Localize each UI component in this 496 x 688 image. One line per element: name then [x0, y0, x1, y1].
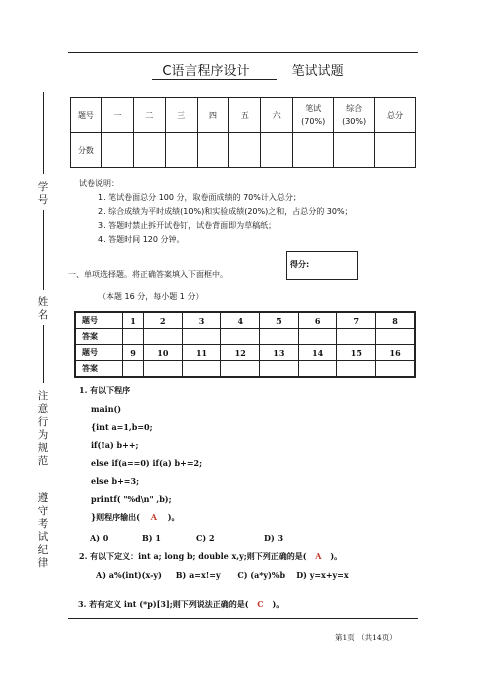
section-title: 一、单项选择题。将正确答案填入下面框中。: [68, 270, 228, 279]
score-cell[interactable]: [334, 133, 375, 168]
score-cell[interactable]: [197, 133, 229, 168]
score-value-row: [71, 133, 416, 168]
footer-rule: [68, 618, 418, 619]
question-number: 10: [143, 345, 182, 361]
side-char: 意: [37, 403, 49, 415]
side-char: 试: [37, 531, 49, 543]
answer-cell[interactable]: [143, 329, 182, 345]
score-cell[interactable]: [261, 133, 293, 168]
notes-heading: 试卷说明：: [79, 179, 119, 188]
row-label: 题号: [76, 345, 123, 361]
score-header-cell: 三: [165, 98, 197, 133]
side-char: 遵: [37, 492, 49, 504]
side-char: 考: [37, 518, 49, 530]
row-label: 答案: [76, 361, 123, 377]
score-header-cell: 六: [261, 98, 293, 133]
q2-answer: A: [315, 551, 322, 561]
side-char: 行: [37, 416, 49, 428]
question-number: 4: [221, 313, 260, 329]
answer-cell[interactable]: [221, 329, 260, 345]
question-number: 5: [260, 313, 299, 329]
side-char: 守: [37, 505, 49, 517]
question-number: 3: [182, 313, 221, 329]
answer-cell[interactable]: [260, 361, 299, 377]
code-line: else b+=3;: [91, 476, 140, 486]
note-item-3: 3. 答题时禁止拆开试卷钉，试卷背面即为草稿纸；: [98, 221, 277, 230]
q1-option-d: D) 3: [264, 533, 284, 543]
code-line: if(!a) b++;: [91, 440, 139, 450]
score-cell[interactable]: [293, 133, 334, 168]
binding-line-1: [43, 92, 44, 174]
q3-heading: [78, 599, 284, 610]
answer-cell[interactable]: [182, 329, 221, 345]
q1-answer: A: [150, 512, 157, 522]
q2-options: A) a%(int)(x-y) B) a=x!=y C) (a*y)%b D) y=x+y=x: [96, 570, 349, 580]
q1-output-prompt: [91, 512, 180, 523]
question-number: 8: [376, 313, 415, 329]
q1-prompt-text: }则程序输出(: [91, 512, 140, 522]
answer-cell[interactable]: [376, 361, 415, 377]
binding-line-2: [43, 210, 44, 290]
top-rule: [68, 52, 418, 53]
score-box-label: 得分:: [290, 260, 310, 269]
score-header-cell: 笔试 (70%): [293, 98, 334, 133]
answer-cell[interactable]: [376, 329, 415, 345]
question-number: 6: [298, 313, 337, 329]
q2-end: )。: [330, 551, 343, 561]
exam-type: 笔试试题: [291, 64, 344, 79]
side-char: 范: [37, 455, 49, 467]
answer-number-row: [76, 345, 415, 361]
row-label: 题号: [76, 313, 123, 329]
note-item-4: 4. 答题时间 120 分钟。: [98, 235, 185, 244]
side-label-xuehao-1: 学: [37, 181, 49, 193]
q3-answer: C: [257, 599, 264, 609]
q2-heading: [79, 551, 342, 562]
answer-row: [76, 361, 415, 377]
score-box[interactable]: [286, 251, 358, 280]
answer-cell[interactable]: [123, 361, 144, 377]
answer-table: [75, 312, 415, 377]
row-label: 答案: [76, 329, 123, 345]
score-header-cell: 四: [197, 98, 229, 133]
side-char: 规: [37, 442, 49, 454]
question-number: 16: [376, 345, 415, 361]
side-char: 为: [37, 429, 49, 441]
score-header-row: [71, 98, 416, 133]
question-number: 12: [221, 345, 260, 361]
score-cell[interactable]: [229, 133, 261, 168]
q1-option-a: A) 0: [90, 533, 109, 543]
q1-heading: 1. 有以下程序: [79, 385, 131, 395]
question-number: 1: [123, 313, 144, 329]
q1-prompt-end: )。: [167, 512, 180, 522]
q1-option-c: C) 2: [196, 533, 215, 543]
answer-cell[interactable]: [123, 329, 144, 345]
answer-cell[interactable]: [143, 361, 182, 377]
side-char: 注: [37, 390, 49, 402]
question-number: 11: [182, 345, 221, 361]
score-cell[interactable]: [101, 133, 133, 168]
score-header-cell: 二: [133, 98, 165, 133]
answer-cell[interactable]: [298, 361, 337, 377]
side-char: 纪: [37, 544, 49, 556]
score-cell[interactable]: [133, 133, 165, 168]
answer-cell[interactable]: [182, 361, 221, 377]
code-line: main(): [91, 404, 122, 414]
note-item-1: 1. 笔试卷面总分 100 分，取卷面成绩的 70%计入总分；: [98, 193, 301, 202]
score-header-cell: 一: [101, 98, 133, 133]
side-label-xingming-1: 姓: [37, 296, 49, 308]
answer-number-row: [76, 313, 415, 329]
code-line: printf( "%d\n" ,b);: [91, 494, 172, 504]
side-label-xingming-2: 名: [37, 309, 49, 321]
answer-row: [76, 329, 415, 345]
q3-text: 3. 若有定义 int (*p)[3];则下列说法正确的是(: [78, 599, 249, 609]
course-name: C语言程序设计: [152, 60, 277, 80]
page-number: 第1页 （共14页）: [335, 633, 397, 642]
score-header-cell: 题号: [71, 98, 102, 133]
question-number: 2: [143, 313, 182, 329]
score-cell[interactable]: [375, 133, 416, 168]
score-row-label: 分数: [71, 133, 102, 168]
answer-cell[interactable]: [298, 329, 337, 345]
question-number: 15: [337, 345, 376, 361]
code-line: else if(a==0) if(a) b+=2;: [91, 458, 203, 468]
answer-cell[interactable]: [221, 361, 260, 377]
side-char: 律: [37, 557, 49, 569]
question-number: 13: [260, 345, 299, 361]
side-label-xuehao-2: 号: [37, 194, 49, 206]
note-item-2: 2. 综合成绩为平时成绩(10%)和实验成绩(20%)之和，占总分的 30%；: [98, 207, 353, 216]
answer-cell[interactable]: [260, 329, 299, 345]
score-header-cell: 总分: [375, 98, 416, 133]
q2-text: 2. 有以下定义：int a; long b; double x,y;则下列正确的是(: [79, 551, 307, 561]
section-subtitle: （本题 16 分，每小题 1 分）: [98, 292, 204, 301]
score-cell[interactable]: [165, 133, 197, 168]
score-header-cell: 五: [229, 98, 261, 133]
score-table: [70, 97, 416, 168]
question-number: 7: [337, 313, 376, 329]
q3-end: )。: [272, 599, 285, 609]
score-header-cell: 综合 (30%): [334, 98, 375, 133]
question-number: 9: [123, 345, 144, 361]
question-number: 14: [298, 345, 337, 361]
binding-line-3: [43, 325, 44, 383]
exam-title: [0, 60, 496, 80]
q1-option-b: B) 1: [142, 533, 161, 543]
code-line: {int a=1,b=0;: [91, 422, 153, 432]
answer-cell[interactable]: [337, 329, 376, 345]
answer-cell[interactable]: [337, 361, 376, 377]
